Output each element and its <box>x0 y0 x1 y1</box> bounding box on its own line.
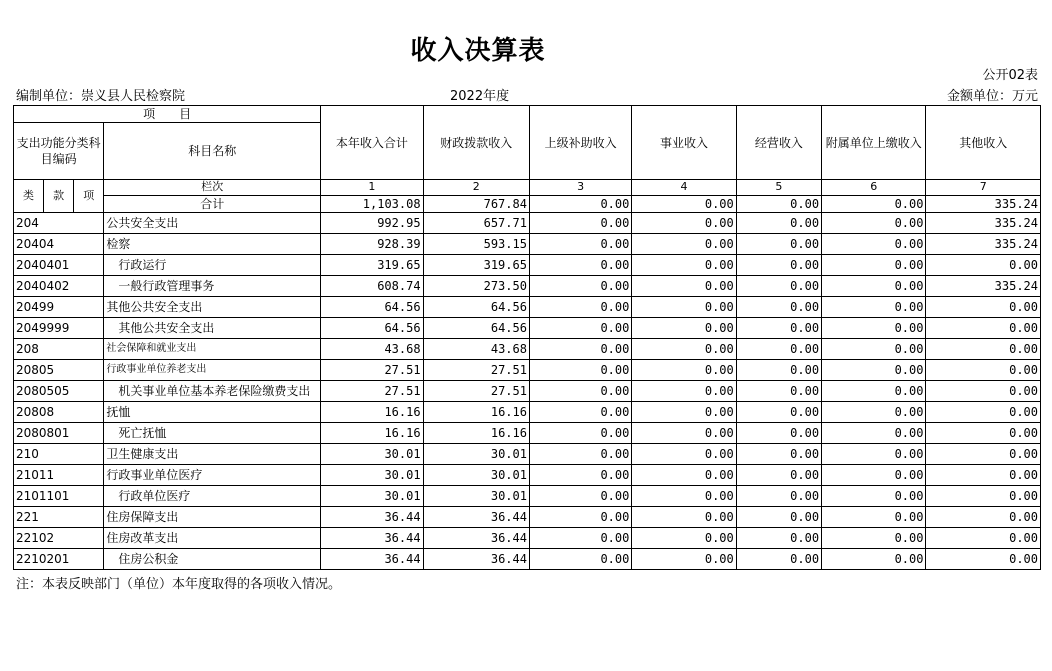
amount-cell: 0.00 <box>529 276 631 297</box>
amount-cell: 0.00 <box>926 465 1041 486</box>
subject-name: 机关事业单位基本养老保险缴费支出 <box>104 381 321 402</box>
amount-cell: 0.00 <box>632 276 736 297</box>
amount-cell: 16.16 <box>321 402 423 423</box>
amount-cell: 0.00 <box>736 486 821 507</box>
amount-cell: 0.00 <box>926 549 1041 570</box>
total-value: 0.00 <box>822 196 926 213</box>
subject-name: 行政单位医疗 <box>104 486 321 507</box>
subject-code: 20808 <box>14 402 104 423</box>
amount-cell: 0.00 <box>822 360 926 381</box>
amount-cell: 0.00 <box>529 234 631 255</box>
col-header-3: 上级补助收入 <box>529 106 631 180</box>
amount-cell: 30.01 <box>321 444 423 465</box>
amount-cell: 0.00 <box>529 507 631 528</box>
amount-cell: 0.00 <box>822 465 926 486</box>
fiscal-year: 2022年度 <box>450 89 510 104</box>
amount-cell: 0.00 <box>632 465 736 486</box>
amount-cell: 0.00 <box>822 402 926 423</box>
amount-cell: 0.00 <box>736 423 821 444</box>
amount-cell: 335.24 <box>926 276 1041 297</box>
amount-cell: 0.00 <box>736 297 821 318</box>
amount-cell: 0.00 <box>632 423 736 444</box>
table-row <box>14 297 1041 318</box>
amount-cell: 30.01 <box>423 465 529 486</box>
amount-cell: 30.01 <box>321 486 423 507</box>
amount-cell: 0.00 <box>822 444 926 465</box>
amount-cell: 0.00 <box>632 444 736 465</box>
amount-cell: 0.00 <box>632 339 736 360</box>
income-table <box>13 105 1041 570</box>
amount-cell: 335.24 <box>926 234 1041 255</box>
amount-cell: 0.00 <box>736 549 821 570</box>
total-value: 335.24 <box>926 196 1041 213</box>
money-unit: 金额单位：万元 <box>946 89 1038 104</box>
amount-cell: 36.44 <box>321 549 423 570</box>
amount-cell: 16.16 <box>423 402 529 423</box>
amount-cell: 0.00 <box>529 213 631 234</box>
amount-cell: 30.01 <box>423 444 529 465</box>
page-title: 收入决算表 <box>410 36 546 66</box>
amount-cell: 0.00 <box>632 486 736 507</box>
subject-name: 社会保障和就业支出 <box>104 339 321 360</box>
amount-cell: 319.65 <box>423 255 529 276</box>
subject-name-header: 科目名称 <box>104 123 321 180</box>
amount-cell: 0.00 <box>926 486 1041 507</box>
subject-name: 其他公共安全支出 <box>104 297 321 318</box>
item-group-header: 项 目 <box>14 106 321 123</box>
amount-cell: 0.00 <box>736 234 821 255</box>
subject-name: 死亡抚恤 <box>104 423 321 444</box>
table-row <box>14 444 1041 465</box>
subject-code: 20499 <box>14 297 104 318</box>
amount-cell: 0.00 <box>822 423 926 444</box>
subject-code: 21011 <box>14 465 104 486</box>
subject-name: 公共安全支出 <box>104 213 321 234</box>
amount-cell: 0.00 <box>632 402 736 423</box>
col-header-5: 经营收入 <box>736 106 821 180</box>
amount-cell: 0.00 <box>822 213 926 234</box>
amount-cell: 0.00 <box>926 297 1041 318</box>
amount-cell: 0.00 <box>926 444 1041 465</box>
subject-code: 2101101 <box>14 486 104 507</box>
amount-cell: 0.00 <box>822 255 926 276</box>
table-row <box>14 486 1041 507</box>
col-header-7: 其他收入 <box>926 106 1041 180</box>
form-number: 公开02表 <box>982 68 1038 83</box>
amount-cell: 36.44 <box>423 507 529 528</box>
subject-code: 2080801 <box>14 423 104 444</box>
col-number: 3 <box>529 180 631 196</box>
table-row <box>14 339 1041 360</box>
amount-cell: 0.00 <box>529 423 631 444</box>
subject-code: 210 <box>14 444 104 465</box>
amount-cell: 0.00 <box>632 213 736 234</box>
amount-cell: 27.51 <box>321 360 423 381</box>
amount-cell: 273.50 <box>423 276 529 297</box>
amount-cell: 0.00 <box>926 381 1041 402</box>
amount-cell: 36.44 <box>321 507 423 528</box>
amount-cell: 43.68 <box>321 339 423 360</box>
amount-cell: 0.00 <box>736 381 821 402</box>
amount-cell: 0.00 <box>632 528 736 549</box>
amount-cell: 0.00 <box>529 528 631 549</box>
col-number: 4 <box>632 180 736 196</box>
total-value: 1,103.08 <box>321 196 423 213</box>
amount-cell: 0.00 <box>632 549 736 570</box>
subject-code: 2049999 <box>14 318 104 339</box>
amount-cell: 0.00 <box>822 297 926 318</box>
amount-cell: 16.16 <box>423 423 529 444</box>
amount-cell: 0.00 <box>529 339 631 360</box>
subject-code: 208 <box>14 339 104 360</box>
col-number: 5 <box>736 180 821 196</box>
col-number: 7 <box>926 180 1041 196</box>
subject-name: 行政事业单位医疗 <box>104 465 321 486</box>
amount-cell: 0.00 <box>632 234 736 255</box>
amount-cell: 36.44 <box>321 528 423 549</box>
amount-cell: 36.44 <box>423 528 529 549</box>
amount-cell: 0.00 <box>822 528 926 549</box>
table-row <box>14 276 1041 297</box>
total-label: 合计 <box>104 196 321 213</box>
amount-cell: 0.00 <box>632 318 736 339</box>
subject-name: 其他公共安全支出 <box>104 318 321 339</box>
col-header-2: 财政拨款收入 <box>423 106 529 180</box>
subject-code: 2210201 <box>14 549 104 570</box>
table-row <box>14 255 1041 276</box>
amount-cell: 64.56 <box>321 318 423 339</box>
col-number: 6 <box>822 180 926 196</box>
total-value: 0.00 <box>529 196 631 213</box>
reporting-unit: 编制单位：崇义县人民检察院 <box>16 89 186 104</box>
amount-cell: 0.00 <box>736 507 821 528</box>
amount-cell: 0.00 <box>736 255 821 276</box>
subject-code: 20805 <box>14 360 104 381</box>
table-row <box>14 528 1041 549</box>
amount-cell: 36.44 <box>423 549 529 570</box>
amount-cell: 319.65 <box>321 255 423 276</box>
amount-cell: 0.00 <box>926 339 1041 360</box>
table-row <box>14 465 1041 486</box>
amount-cell: 0.00 <box>822 276 926 297</box>
amount-cell: 608.74 <box>321 276 423 297</box>
amount-cell: 0.00 <box>736 339 821 360</box>
amount-cell: 0.00 <box>822 549 926 570</box>
amount-cell: 0.00 <box>632 507 736 528</box>
amount-cell: 0.00 <box>632 297 736 318</box>
col-header-1: 本年收入合计 <box>321 106 423 180</box>
amount-cell: 0.00 <box>529 318 631 339</box>
amount-cell: 0.00 <box>632 381 736 402</box>
subject-name: 卫生健康支出 <box>104 444 321 465</box>
table-row <box>14 360 1041 381</box>
subject-code: 2080505 <box>14 381 104 402</box>
amount-cell: 0.00 <box>529 255 631 276</box>
amount-cell: 0.00 <box>529 297 631 318</box>
amount-cell: 0.00 <box>926 318 1041 339</box>
subject-name: 住房保障支出 <box>104 507 321 528</box>
subject-name: 住房改革支出 <box>104 528 321 549</box>
subject-code: 20404 <box>14 234 104 255</box>
amount-cell: 0.00 <box>822 339 926 360</box>
amount-cell: 27.51 <box>423 360 529 381</box>
col-number: 2 <box>423 180 529 196</box>
amount-cell: 16.16 <box>321 423 423 444</box>
amount-cell: 0.00 <box>529 444 631 465</box>
amount-cell: 593.15 <box>423 234 529 255</box>
amount-cell: 0.00 <box>736 213 821 234</box>
amount-cell: 0.00 <box>529 402 631 423</box>
table-row <box>14 381 1041 402</box>
table-row <box>14 423 1041 444</box>
func-code-header: 支出功能分类科目编码 <box>14 123 104 180</box>
subject-code: 2040402 <box>14 276 104 297</box>
subject-code: 22102 <box>14 528 104 549</box>
total-value: 0.00 <box>736 196 821 213</box>
col-label-header: 栏次 <box>104 180 321 196</box>
amount-cell: 0.00 <box>632 255 736 276</box>
table-row <box>14 549 1041 570</box>
amount-cell: 0.00 <box>736 276 821 297</box>
amount-cell: 0.00 <box>822 234 926 255</box>
subject-code: 221 <box>14 507 104 528</box>
amount-cell: 0.00 <box>529 381 631 402</box>
total-value: 767.84 <box>423 196 529 213</box>
col-header-6: 附属单位上缴收入 <box>822 106 926 180</box>
amount-cell: 0.00 <box>529 486 631 507</box>
amount-cell: 0.00 <box>926 360 1041 381</box>
amount-cell: 657.71 <box>423 213 529 234</box>
amount-cell: 0.00 <box>926 528 1041 549</box>
amount-cell: 0.00 <box>736 528 821 549</box>
amount-cell: 0.00 <box>822 318 926 339</box>
subject-code: 2040401 <box>14 255 104 276</box>
footnote: 注：本表反映部门（单位）本年度取得的各项收入情况。 <box>16 577 342 592</box>
amount-cell: 0.00 <box>926 423 1041 444</box>
subject-name: 行政运行 <box>104 255 321 276</box>
lei-header: 类 <box>14 180 44 213</box>
amount-cell: 335.24 <box>926 213 1041 234</box>
table-row <box>14 402 1041 423</box>
table-row <box>14 234 1041 255</box>
amount-cell: 0.00 <box>529 465 631 486</box>
amount-cell: 0.00 <box>736 318 821 339</box>
amount-cell: 64.56 <box>423 297 529 318</box>
amount-cell: 30.01 <box>321 465 423 486</box>
col-header-4: 事业收入 <box>632 106 736 180</box>
amount-cell: 27.51 <box>321 381 423 402</box>
amount-cell: 992.95 <box>321 213 423 234</box>
amount-cell: 64.56 <box>423 318 529 339</box>
amount-cell: 0.00 <box>926 507 1041 528</box>
amount-cell: 928.39 <box>321 234 423 255</box>
total-value: 0.00 <box>632 196 736 213</box>
xiang-header: 项 <box>74 180 104 213</box>
kuan-header: 款 <box>44 180 74 213</box>
amount-cell: 30.01 <box>423 486 529 507</box>
subject-name: 检察 <box>104 234 321 255</box>
amount-cell: 0.00 <box>736 360 821 381</box>
total-row <box>14 196 1041 213</box>
col-number: 1 <box>321 180 423 196</box>
subject-name: 抚恤 <box>104 402 321 423</box>
amount-cell: 0.00 <box>529 549 631 570</box>
amount-cell: 43.68 <box>423 339 529 360</box>
amount-cell: 0.00 <box>736 402 821 423</box>
amount-cell: 0.00 <box>926 255 1041 276</box>
subject-name: 住房公积金 <box>104 549 321 570</box>
subject-code: 204 <box>14 213 104 234</box>
amount-cell: 0.00 <box>632 360 736 381</box>
subject-name: 行政事业单位养老支出 <box>104 360 321 381</box>
amount-cell: 64.56 <box>321 297 423 318</box>
subject-name: 一般行政管理事务 <box>104 276 321 297</box>
amount-cell: 0.00 <box>926 402 1041 423</box>
amount-cell: 0.00 <box>736 444 821 465</box>
amount-cell: 27.51 <box>423 381 529 402</box>
amount-cell: 0.00 <box>736 465 821 486</box>
amount-cell: 0.00 <box>822 486 926 507</box>
amount-cell: 0.00 <box>822 507 926 528</box>
table-row <box>14 213 1041 234</box>
table-row <box>14 507 1041 528</box>
table-row <box>14 318 1041 339</box>
amount-cell: 0.00 <box>822 381 926 402</box>
amount-cell: 0.00 <box>529 360 631 381</box>
